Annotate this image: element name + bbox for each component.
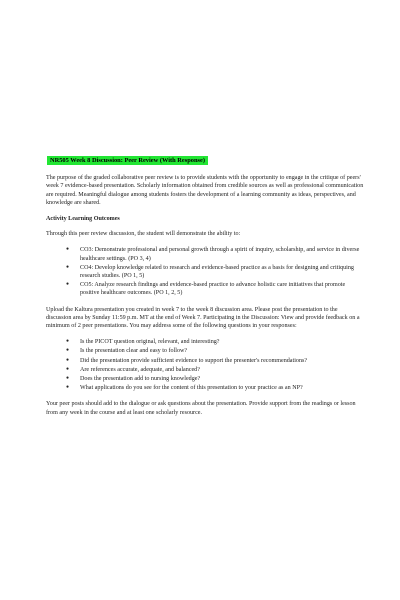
closing-paragraph: Your peer posts should add to the dialogue or ask questions about the presentation. Provide support from the readings or lesson from any week in the course and at least one scholarly resource. [46, 401, 356, 416]
document-title: NR505 Week 8 Discussion: Peer Review (With Response) [47, 156, 208, 165]
bullet-icon: ● [66, 357, 70, 363]
document-body [46, 156, 364, 425]
list-item [66, 384, 364, 392]
list-item [66, 338, 364, 346]
bullet-icon: ● [66, 264, 70, 270]
outcomes-heading: Activity Learning Outcomes [46, 216, 120, 223]
list-item [66, 246, 364, 262]
list-item-text: Is the presentation clear and easy to follow? [80, 348, 188, 355]
list-item-text: Did the presentation provide sufficient evidence to support the presenter's recommendations? [80, 357, 308, 364]
list-item-text: Is the PICOT question original, relevant, and interesting? [80, 339, 220, 346]
list-item [66, 281, 364, 297]
list-item [66, 347, 364, 355]
list-item [66, 357, 364, 365]
list-item-text: Does the presentation add to nursing knowledge? [80, 376, 201, 383]
bullet-icon: ● [66, 348, 70, 354]
list-item [66, 375, 364, 383]
list-item-text: CO3: Demonstrate professional and personal growth through a spirit of inquiry, scholarship, and service in diverse healthcare settings. (PO 3, 4) [80, 247, 360, 262]
bullet-icon: ● [66, 339, 70, 345]
bullet-icon: ● [66, 282, 70, 288]
title-block [46, 156, 364, 165]
bullet-icon: ● [66, 376, 70, 382]
list-item-text: Are references accurate, adequate, and balanced? [80, 366, 200, 373]
bullet-icon: ● [66, 366, 70, 372]
instructions-paragraph: Upload the Kaltura presentation you created in week 7 to the week 8 discussion area. Please post the presentation to the discussion area by Sunday 11:59 p.m. MT at the end of Week 7. Participating in the Discussion: View and provide feedback on a minimum of 2 peer presentations. You may address some of the following questions in your responses: [46, 306, 360, 330]
questions-list [46, 338, 364, 392]
list-item-text: CO5: Analyze research findings and evidence-based practice to advance holistic care initiatives that promote positive healthcare outcomes. (PO 1, 2, 5) [80, 282, 346, 297]
bullet-icon: ● [66, 385, 70, 391]
list-item [66, 366, 364, 374]
list-item-text: CO4: Develop knowledge related to research and evidence-based practice as a basis for designing and critiquing research studies. (PO 1, 5) [80, 264, 354, 280]
intro-paragraph: The purpose of the graded collaborative peer review is to provide students with the opportunity to engage in the critique of peers' week 7 evidence-based presentation. Scholarly information obtained from credible sources as well as professional communication are required. Meaningful dialogue among students fosters the development of a learning community as ideas, perspectives, and knowledge are shared. [46, 175, 364, 206]
outcomes-lead: Through this peer review discussion, the student will demonstrate the ability to: [46, 231, 241, 238]
bullet-icon: ● [66, 247, 70, 253]
outcomes-list [46, 246, 364, 297]
list-item [66, 264, 364, 280]
list-item-text: What applications do you see for the content of this presentation to your practice as an NP? [80, 385, 303, 392]
